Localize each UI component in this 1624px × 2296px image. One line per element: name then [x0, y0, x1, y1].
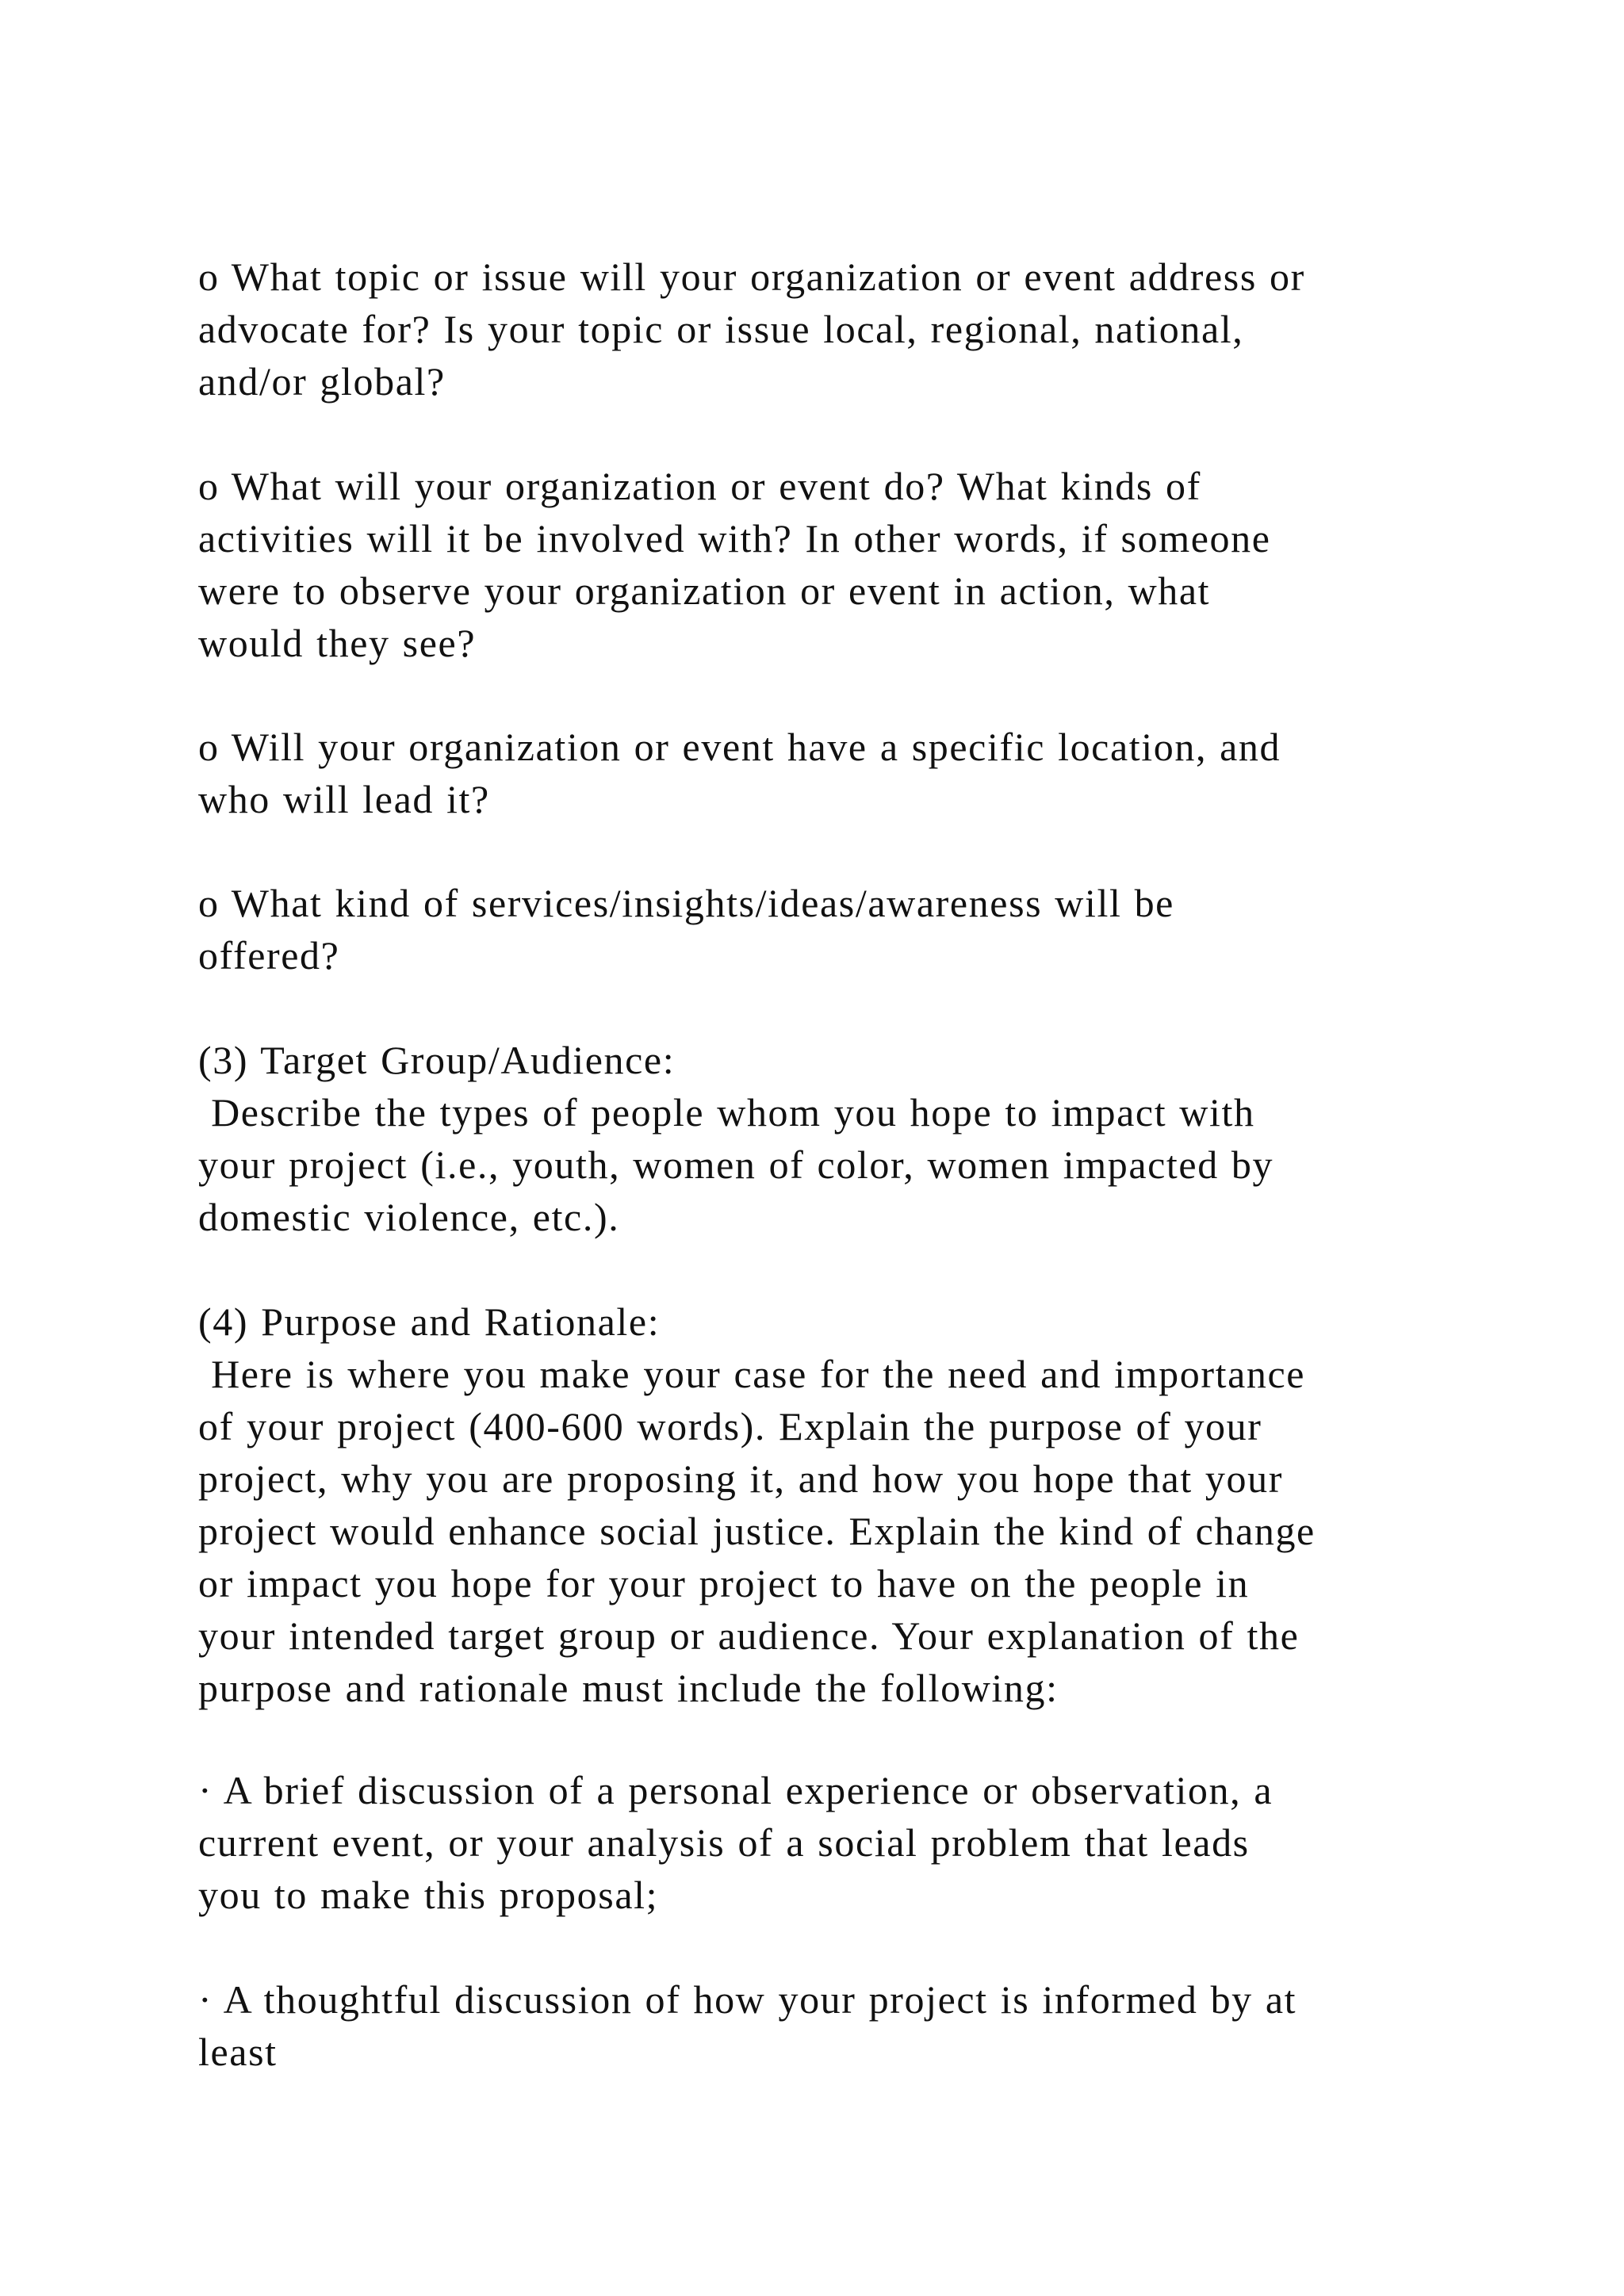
text-line: your intended target group or audience. Your explanation of the	[198, 1613, 1300, 1658]
text-line: offered?	[198, 933, 340, 978]
bullet-informed-by	[198, 1973, 1507, 2078]
text-line: · A thoughtful discussion of how your project is informed by at	[198, 1977, 1297, 2022]
text-line: purpose and rationale must include the following:	[198, 1666, 1059, 1710]
text-line: o What will your organization or event do? What kinds of	[198, 464, 1201, 508]
text-line: o Will your organization or event have a specific location, and	[198, 725, 1281, 769]
text-line: current event, or your analysis of a social problem that leads	[198, 1820, 1250, 1865]
bullet-services	[198, 877, 1507, 982]
section-purpose	[198, 1295, 1507, 1714]
section-heading: (3) Target Group/Audience:	[198, 1038, 676, 1082]
text-line: were to observe your organization or event in action, what	[198, 568, 1211, 613]
bullet-location	[198, 721, 1507, 825]
text-line: of your project (400-600 words). Explain the purpose of your	[198, 1404, 1262, 1448]
text-line: advocate for? Is your topic or issue local, regional, national,	[198, 307, 1244, 351]
text-line: would they see?	[198, 621, 477, 665]
section-heading: (4) Purpose and Rationale:	[198, 1299, 661, 1344]
text-line: project would enhance social justice. Explain the kind of change	[198, 1509, 1316, 1553]
text-line: your project (i.e., youth, women of color, women impacted by	[198, 1142, 1274, 1187]
text-line: o What topic or issue will your organization or event address or	[198, 254, 1305, 299]
text-line: or impact you hope for your project to have on the people in	[198, 1561, 1250, 1605]
text-line: and/or global?	[198, 359, 446, 404]
section-target-group	[198, 1034, 1507, 1243]
text-line: domestic violence, etc.).	[198, 1195, 620, 1239]
bullet-activities	[198, 460, 1507, 669]
text-line: least	[198, 2030, 278, 2074]
bullet-topic	[198, 251, 1507, 408]
text-line: Describe the types of people whom you hope to impact with	[198, 1090, 1255, 1135]
text-line: Here is where you make your case for the need and importance	[198, 1352, 1306, 1396]
text-line: activities will it be involved with? In other words, if someone	[198, 516, 1271, 561]
text-line: you to make this proposal;	[198, 1873, 659, 1917]
text-line: o What kind of services/insights/ideas/awareness will be	[198, 881, 1174, 925]
text-line: project, why you are proposing it, and how you hope that your	[198, 1456, 1283, 1501]
bullet-personal-experience	[198, 1764, 1507, 1921]
text-line: · A brief discussion of a personal experience or observation, a	[198, 1768, 1274, 1812]
text-line: who will lead it?	[198, 777, 490, 821]
